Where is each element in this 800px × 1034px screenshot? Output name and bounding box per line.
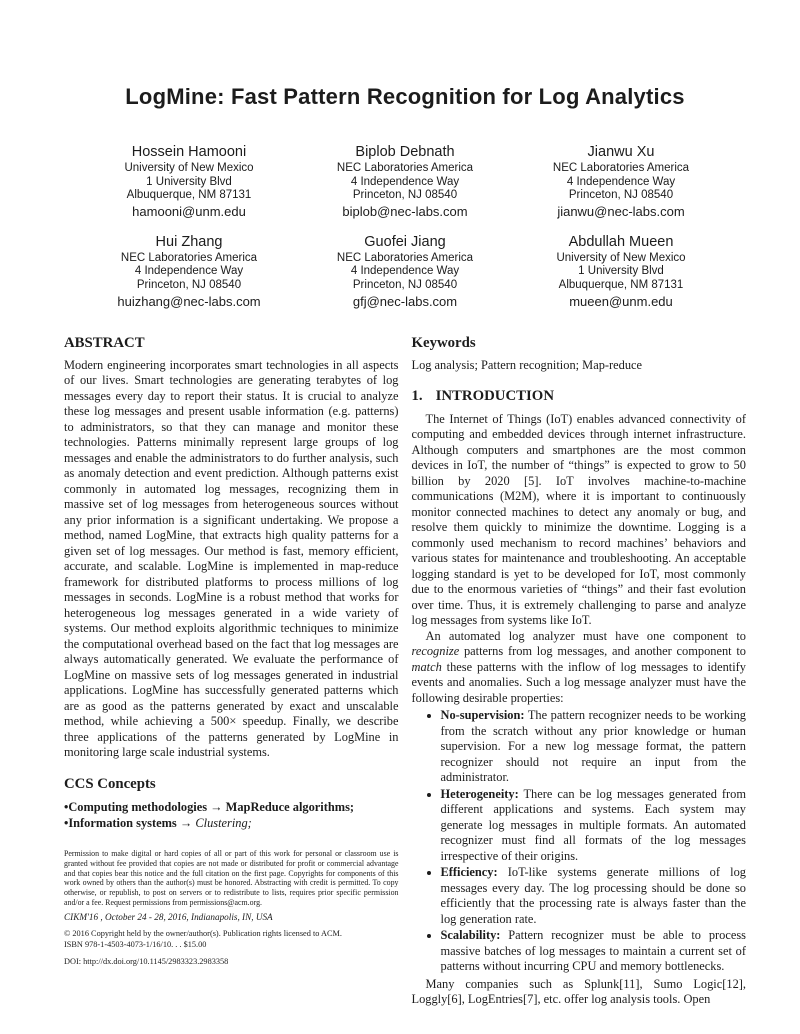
author-name: Abdullah Mueen <box>568 233 674 250</box>
author-email: jianwu@nec-labs.com <box>557 203 685 219</box>
author-institution: NEC Laboratories America <box>336 251 474 264</box>
ccs-concepts-heading: CCS Concepts <box>64 775 156 792</box>
author-street: 4 Independence Way <box>350 175 460 188</box>
copyright-line: © 2016 Copyright held by the owner/author(s). Publication rights licensed to ACM. <box>64 929 342 939</box>
property-item-heterogeneity <box>441 787 747 865</box>
left-column <box>64 335 399 1008</box>
author-street: 4 Independence Way <box>350 265 460 278</box>
abstract-heading: ABSTRACT <box>64 334 145 351</box>
author-block-abdullah-mueen <box>517 234 725 309</box>
author-block-jianwu-xu <box>517 144 725 219</box>
property-item-efficiency <box>441 865 747 927</box>
property-text: IoT-like systems generate millions of log messages every day. The log processing should be done so efficiently that the processing rate is always faster than the log generation rate. <box>440 865 746 926</box>
author-name: Biplob Debnath <box>355 144 455 160</box>
property-text: There can be log messages generated from different applications and systems. Each system may generate log messages in multiple formats. An automated recognizer must find all formats of the log messages irrespective of their origins. <box>440 786 747 863</box>
author-city: Princeton, NJ 08540 <box>352 189 458 202</box>
right-column <box>412 335 747 1008</box>
author-name: Guofei Jiang <box>364 233 446 250</box>
author-institution: NEC Laboratories America <box>336 162 474 174</box>
property-term: Scalability: <box>440 928 501 943</box>
author-email: hamooni@unm.edu <box>132 203 246 219</box>
author-name: Hui Zhang <box>155 233 223 250</box>
permission-notice: Permission to make digital or hard copies of all or part of this work for personal or classroom use is granted without fee provided that copies are not made or distributed for profit or commercial advantage and that copies bear this notice and the full citation on the first page. Copyrights for components of this work owned by others than the author(s) must be honored. Abstracting with credit is permitted. To copy otherwise, or republish, to post on servers or to redistribute to lists, requires prior specific permission and/or a fee. Request permissions from permissions@acm.org. <box>64 849 399 907</box>
doi-line: DOI: http://dx.doi.org/10.1145/2983323.2983358 <box>64 957 229 967</box>
ccs-line-computing-methodologies: •Computing methodologies → MapReduce algorithms; <box>64 800 355 815</box>
section-label: INTRODUCTION <box>435 388 554 405</box>
author-email: gfj@nec-labs.com <box>352 293 458 309</box>
author-institution: NEC Laboratories America <box>120 251 258 264</box>
keywords-text: Log analysis; Pattern recognition; Map-reduce <box>411 357 643 372</box>
author-street: 1 University Blvd <box>146 175 232 188</box>
abstract-text: Modern engineering incorporates smart technologies in all aspects of our lives. Smart technologies are generating terabytes of log messages every day to report their status. It is crucial to analyze these log messages and present usable information (e.g. patterns) to administrators, so that they can manage and monitor these technologies. Patterns minimally represent large groups of log messages and enable the administrators to do further analysis, such as anomaly detection and event prediction. Although patterns exist commonly in automated log messages, recognizing them in massive set of log messages from heterogeneous sources without any prior information is a significant undertaking. We propose a method, named LogMine, that extracts high quality patterns for a given set of log messages. Our method is fast, memory efficient, accurate, and scalable. LogMine is implemented in map-reduce framework for distributed platforms to process millions of log messages in seconds. LogMine is a robust method that works for heterogeneous log messages generated in a wide variety of systems. Our method exploits algorithmic techniques to minimize the computational overhead based on the fact that log messages are always automatically generated. We evaluate the performance of LogMine on massive sets of log messages generated in industrial applications. LogMine has successfully generated patterns which are as good as the patterns generated by exact and unscalable method, while achieving a 500× speedup. Finally, we describe three applications of the patterns generated by LogMine in monitoring large scale industrial systems. <box>64 357 399 760</box>
property-item-no-supervision <box>441 708 747 786</box>
author-name: Jianwu Xu <box>587 144 655 160</box>
author-city: Princeton, NJ 08540 <box>568 189 674 202</box>
property-term: No-supervision: <box>440 708 525 723</box>
author-institution: NEC Laboratories America <box>552 162 690 174</box>
author-block-biplob-debnath <box>301 144 509 219</box>
author-city: Albuquerque, NM 87131 <box>558 278 684 291</box>
author-block-guofei-jiang <box>301 234 509 309</box>
isbn-line: ISBN 978-1-4503-4073-1/16/10. . . $15.00 <box>64 939 207 949</box>
keywords-heading: Keywords <box>411 334 476 351</box>
desirable-properties-list <box>412 708 747 975</box>
section-number: 1. <box>411 388 423 405</box>
author-email: huizhang@nec-labs.com <box>117 293 261 309</box>
property-term: Efficiency: <box>440 865 498 880</box>
two-column-body <box>64 335 746 1008</box>
author-email: biplob@nec-labs.com <box>342 203 468 219</box>
author-city: Albuquerque, NM 87131 <box>126 189 252 202</box>
author-grid <box>85 144 725 309</box>
intro-paragraph-3: Many companies such as Splunk[11], Sumo Logic[12], Loggly[6], LogEntries[7], etc. offer log analysis tools. Open <box>411 976 746 1007</box>
author-institution: University of New Mexico <box>556 251 686 264</box>
paper-title: LogMine: Fast Pattern Recognition for Log Analytics <box>125 84 685 109</box>
intro-paragraph-2: An automated log analyzer must have one component to recognize patterns from log messages, and another component to match these patterns with the inflow of log messages to identify events and anomalies. Such a log message analyzer must have the following desirable properties: <box>411 628 746 705</box>
author-block-hossein-hamooni <box>85 144 293 219</box>
conference-citation: CIKM'16 , October 24 - 28, 2016, Indianapolis, IN, USA <box>64 912 273 923</box>
author-email: mueen@unm.edu <box>569 293 673 309</box>
author-block-hui-zhang <box>85 234 293 309</box>
property-text: Pattern recognizer must be able to process massive batches of log messages to maintain a current set of patterns without incurring CPU and memory bottlenecks. <box>440 928 746 974</box>
author-street: 4 Independence Way <box>566 175 676 188</box>
property-item-scalability <box>441 928 747 975</box>
author-institution: University of New Mexico <box>124 162 254 174</box>
author-street: 1 University Blvd <box>578 265 664 278</box>
intro-paragraph-1: The Internet of Things (IoT) enables advanced connectivity of computing and embedded devices through internet infrastructure. Although computers and smartphones are the most common devices in IoT, the number of “things” is expected to grow to 50 billion by 2020 [5]. IoT involves machine-to-machine communications (M2M), where it is important to continuously monitor connected machines to detect any anomaly or bug, and resolve them quickly to minimize the downtime. Logging is a commonly used mechanism to record machines’ behaviors and various states for maintenance and troubleshooting. An acceptable logging standard is yet to be developed for IoT, most commonly due to the enormous varieties of “things” and their fast evolution over time. Thus, it is extremely challenging to parse and analyze log messages from systems like IoT. <box>411 411 746 628</box>
introduction-heading <box>412 388 747 404</box>
ccs-line-information-systems: •Information systems → Clustering; <box>64 816 252 831</box>
author-city: Princeton, NJ 08540 <box>136 278 242 291</box>
author-street: 4 Independence Way <box>134 265 244 278</box>
author-city: Princeton, NJ 08540 <box>352 278 458 291</box>
author-name: Hossein Hamooni <box>131 144 247 160</box>
property-term: Heterogeneity: <box>440 786 519 801</box>
property-text: The pattern recognizer needs to be working from the scratch without any prior knowledge or human supervision. For a new log message format, the pattern recognizer should not require an input from the administrator. <box>440 708 747 785</box>
